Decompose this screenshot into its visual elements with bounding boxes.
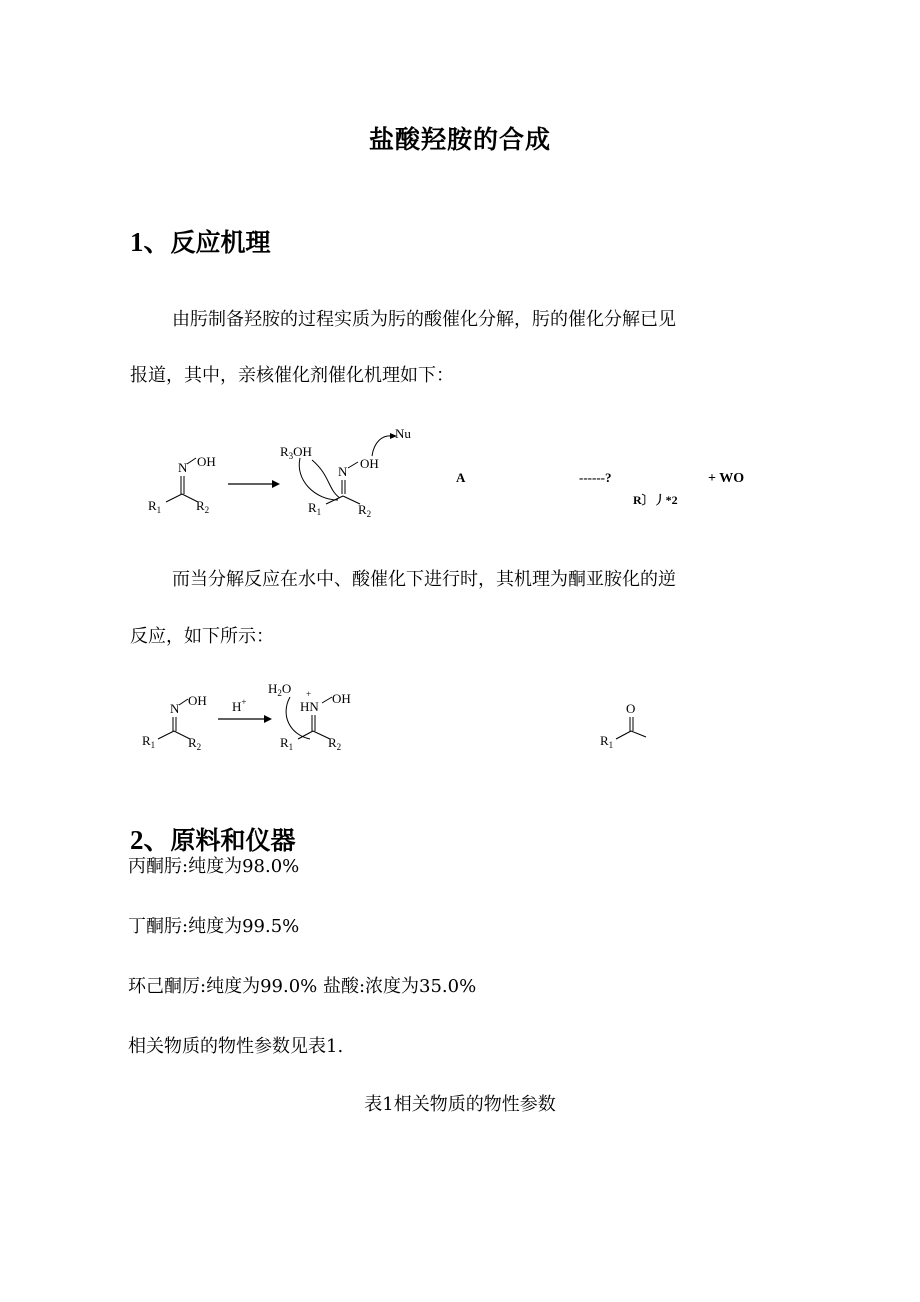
scheme2-water-label: $H_2O$ [268, 681, 292, 698]
scheme1-r-bracket: R〕丿*2 [633, 493, 678, 507]
scheme1-plus-wo: + WO [708, 471, 745, 486]
material-item: 丁酮肟:纯度为99.5% [128, 916, 300, 937]
scheme2-ketone-r1: $R_1$ [600, 733, 614, 750]
scheme1-intermediate-r2: $R_2$ [358, 502, 372, 519]
scheme2-intermediate-r2: $R_2$ [328, 735, 342, 752]
scheme2-oh-label: OH [188, 693, 207, 708]
scheme1-r2-label: $R_2$ [196, 498, 210, 515]
para2-line1: 而当分解反应在水中、酸催化下进行时，其机理为酮亚胺化的逆 [172, 569, 676, 590]
scheme1-nu-label: Nu [395, 426, 411, 441]
scheme1-reaction-diagram [140, 420, 780, 530]
scheme1-intermediate-r1: $R_1$ [308, 500, 322, 517]
section-1-number: 1、 [130, 227, 171, 257]
scheme2-hn-label: HN [300, 699, 319, 714]
para2-line2: 反应，如下所示： [130, 626, 274, 647]
scheme2-intermediate-oh: OH [332, 691, 351, 706]
section-2-number: 2、 [130, 825, 171, 855]
scheme2-n-label: N [170, 701, 180, 716]
scheme1-r3oh-label: $R_3OH$ [280, 444, 312, 461]
scheme2-r1-label: $R_1$ [142, 733, 156, 750]
scheme2-acid-label: H+ [232, 697, 247, 714]
scheme1-dashes: ------? [579, 470, 612, 485]
scheme2-intermediate-r1: $R_1$ [280, 735, 294, 752]
scheme1-oh-label: OH [197, 454, 216, 469]
section-2-title: 原料和仪器 [170, 826, 296, 855]
scheme1-intermediate-oh: OH [360, 456, 379, 471]
scheme1-label-a: A [456, 470, 466, 485]
scheme1-n-label: N [178, 460, 188, 475]
section-1-title: 反应机理 [170, 228, 271, 257]
scheme1-intermediate-n: N [338, 464, 348, 479]
scheme2-r2-label: $R_2$ [188, 735, 202, 752]
section-1-heading [130, 220, 271, 259]
scheme1-r1-label: $R_1$ [148, 498, 162, 515]
material-item: 环己酮厉:纯度为99.0% 盐酸:浓度为35.0% [128, 976, 477, 997]
para1-line2: 报道，其中，亲核催化剂催化机理如下： [130, 365, 454, 386]
scheme2-ketone-o: O [626, 701, 636, 716]
page-title: 盐酸羟胺的合成 [368, 125, 551, 154]
para1-line1: 由肟制备羟胺的过程实质为肟的酸催化分解，肟的催化分解已见 [172, 309, 676, 330]
scheme2-plus-charge: + [306, 689, 312, 699]
table-caption: 表1相关物质的物性参数 [364, 1094, 556, 1115]
material-item: 相关物质的物性参数见表1. [128, 1036, 344, 1057]
material-item: 丙酮肟:纯度为98.0% [128, 856, 300, 877]
scheme2-reaction-diagram [140, 675, 680, 765]
